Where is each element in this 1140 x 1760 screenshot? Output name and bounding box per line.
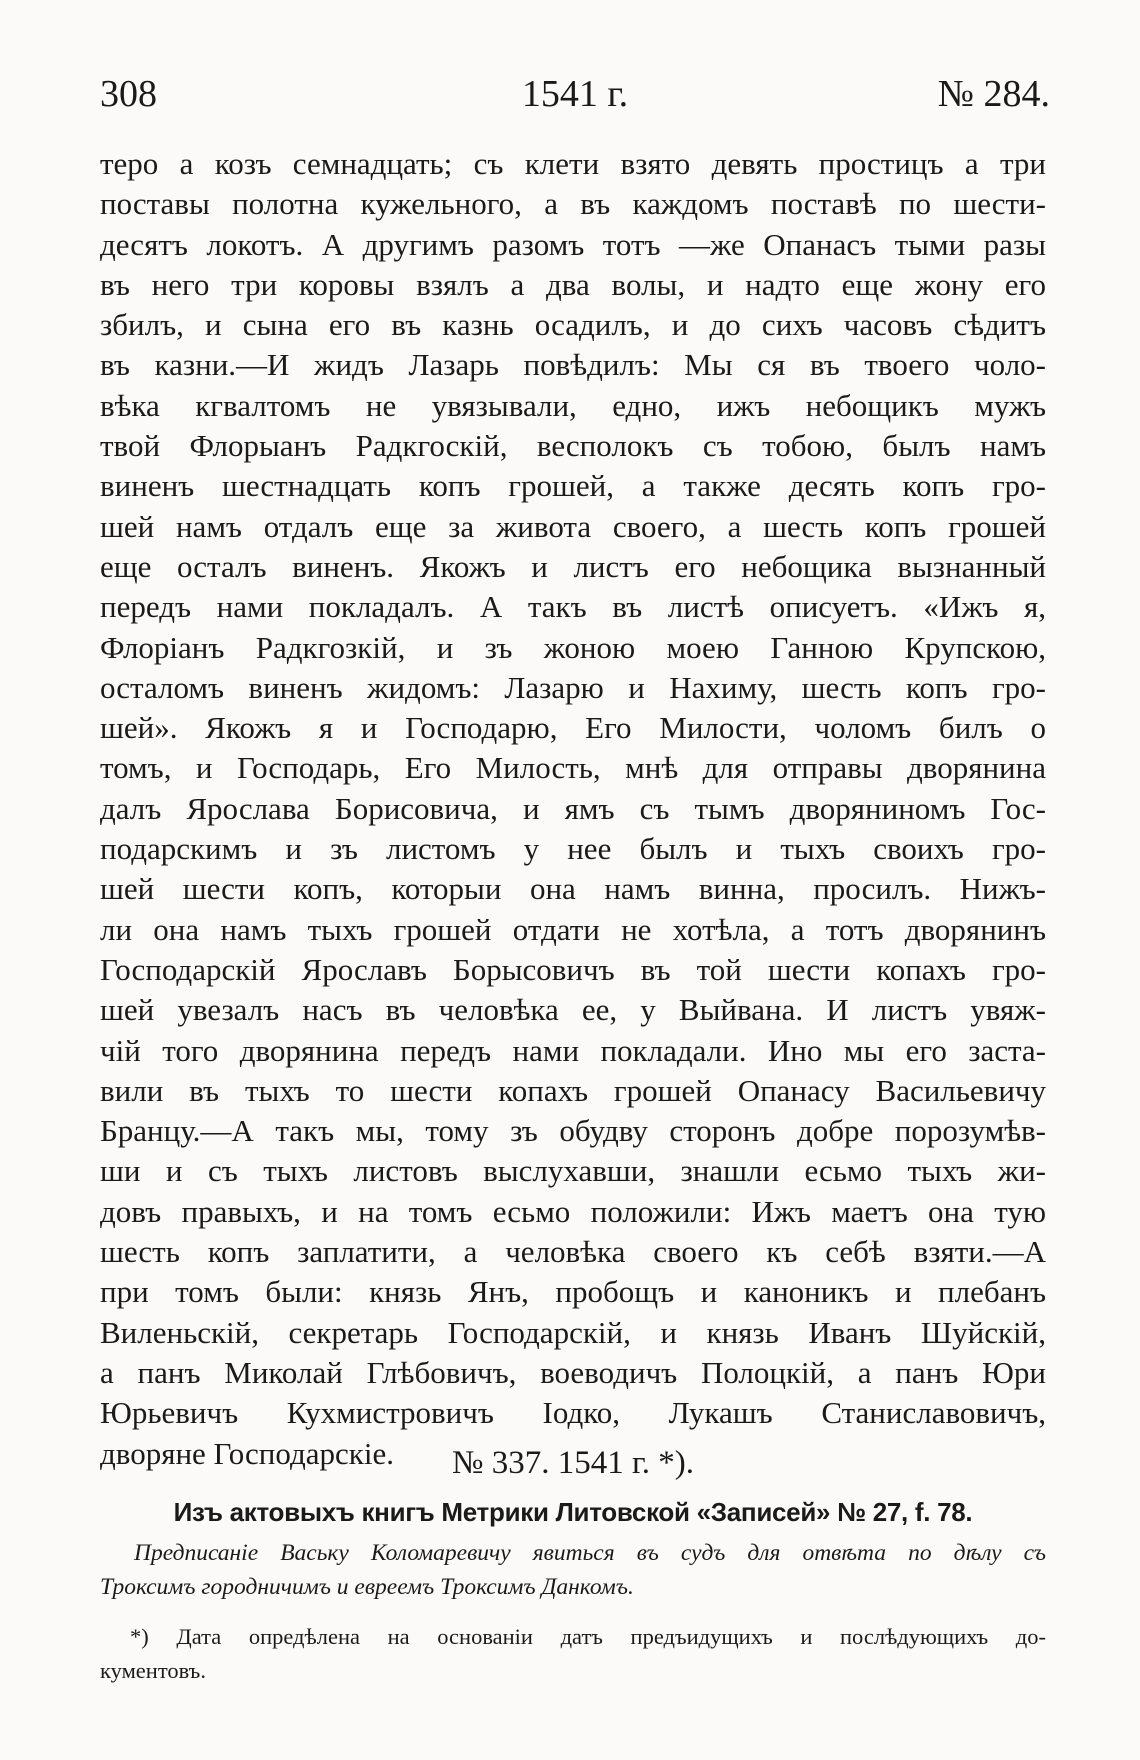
text-line: вѣка кгвалтомъ не увязывали, едно, ижъ небощикъ мужъ (100, 387, 1046, 423)
document-number: № 284. (937, 73, 1050, 115)
text-line: чій того дворянина передъ нами покладали. Ино мы его заста- (100, 1032, 1046, 1068)
footnote (100, 1620, 1046, 1688)
text-line: передъ нами покладалъ. А такъ въ листѣ описуетъ. «Ижъ я, (100, 589, 1046, 625)
text-line: Флоріанъ Радкгозкій, и зъ жоною моею Ганною Крупскою, (100, 629, 1046, 665)
header-year: 1541 г. (521, 73, 629, 115)
text-line: въ него три коровы взялъ а два волы, и надто еще жону его (100, 266, 1046, 302)
text-line: ши и съ тыхъ листовъ выслухавши, знашли есьмо тыхъ жи- (100, 1153, 1046, 1189)
text-line: Юрьевичъ Кухмистровичъ Іодко, Лукашъ Станиславовичъ, (100, 1395, 1046, 1431)
text-line: збилъ, и сына его въ казнь осадилъ, и до сихъ часовъ сѣдитъ (100, 307, 1046, 343)
text-line: шей намъ отдалъ еще за живота своего, а шесть копъ грошей (100, 508, 1046, 544)
text-line: Господарскій Ярославъ Борысовичъ въ той шести копахъ гро- (100, 951, 1046, 987)
running-header (100, 64, 1050, 124)
text-line: поставы полотна кужельного, а въ каждомъ поставѣ по шести- (100, 186, 1046, 222)
text-line: Бранцу.—А такъ мы, тому зъ обудву сторонъ добре порозумѣв- (100, 1113, 1046, 1149)
summary-line: Предписаніе Ваську Коломаревичу явиться въ судъ для отвѣта по дѣлу съ (134, 1540, 1046, 1566)
summary-line: Троксимъ городничимъ и евреемъ Троксимъ Данкомъ. (100, 1574, 634, 1600)
text-line: твой Флорыанъ Радкгоскій, весполокъ съ тобою, былъ намъ (100, 428, 1046, 464)
text-line: томъ, и Господарь, Его Милость, мнѣ для отправы дворянина (100, 750, 1046, 786)
text-line: довъ правыхъ, и на томъ есьмо положили: Ижъ маетъ она тую (100, 1193, 1046, 1229)
text-line: шей шести копъ, которыи она намъ винна, просилъ. Нижъ- (100, 871, 1046, 907)
text-line-last: дворяне Господарскіе. (100, 1435, 394, 1471)
text-line: подарскимъ и зъ листомъ у нее былъ и тыхъ своихъ гро- (100, 831, 1046, 867)
text-line: осталомъ виненъ жидомъ: Лазарю и Нахиму, шесть копъ гро- (100, 669, 1046, 705)
text-line: а панъ Миколай Глѣбовичъ, воеводичъ Полоцкій, а панъ Юри (100, 1354, 1046, 1390)
entry-heading: № 337. 1541 г. *). (451, 1445, 695, 1481)
text-line: теро а козъ семнадцать; съ клети взято девять простицъ а три (100, 146, 1046, 181)
text-line: десятъ локотъ. А другимъ разомъ тотъ —же Опанасъ тыми разы (100, 226, 1046, 262)
text-line: Виленьскій, секретарь Господарскій, и князь Иванъ Шуйскій, (100, 1314, 1046, 1350)
page-number: 308 (100, 73, 157, 115)
text-line: шесть копъ заплатити, а человѣка своего къ себѣ взяти.—А (100, 1234, 1046, 1270)
text-line: при томъ были: князь Янъ, пробощъ и каноникъ и плебанъ (100, 1274, 1046, 1310)
text-line: еще осталъ виненъ. Якожъ и листъ его небощика вызнанный (100, 548, 1046, 584)
text-line: въ казни.—И жидъ Лазарь повѣдилъ: Мы ся въ твоего чоло- (100, 347, 1046, 383)
source-citation: Изъ актовыхъ книгъ Метрики Литовской «Записей» № 27, f. 78. (173, 1497, 973, 1527)
footnote-line: *) Дата опредѣлена на основаніи датъ предъидущихъ и послѣдующихъ до- (130, 1624, 1046, 1649)
text-line: ли она намъ тыхъ грошей отдати не хотѣла, а тотъ дворянинъ (100, 911, 1046, 947)
text-line: шей». Якожъ я и Господарю, Его Милости, чоломъ билъ о (100, 710, 1046, 746)
main-text (100, 144, 1046, 1474)
text-line: далъ Ярослава Борисовича, и ямъ съ тымъ дворяниномъ Гос- (100, 790, 1046, 826)
text-line: вили въ тыхъ то шести копахъ грошей Опанасу Васильевичу (100, 1072, 1046, 1108)
text-line: виненъ шестнадцать копъ грошей, а также десять копъ гро- (100, 468, 1046, 504)
footnote-line: кументовъ. (100, 1658, 206, 1683)
text-line: шей увезалъ насъ въ человѣка ее, у Выйвана. И листъ увяж- (100, 992, 1046, 1028)
entry-summary (100, 1536, 1046, 1604)
